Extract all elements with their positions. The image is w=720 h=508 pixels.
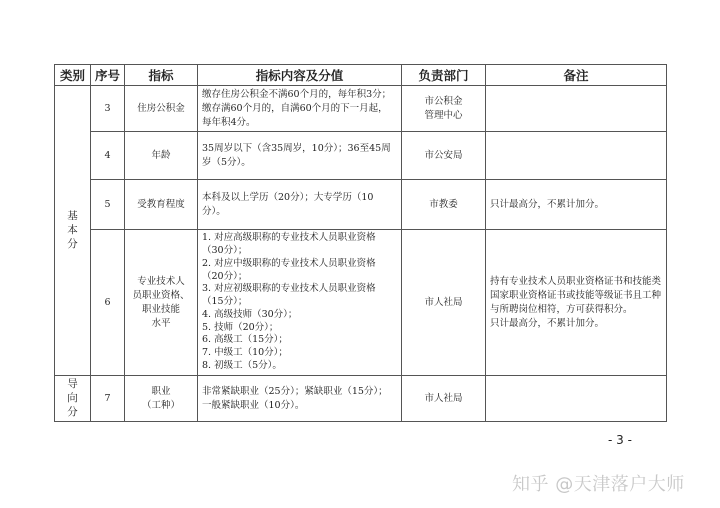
row-department: 市公积金 管理中心 xyxy=(402,86,486,132)
row-indicator: 专业技术人 员职业资格、 职业技能 水平 xyxy=(125,230,198,376)
row-number: 4 xyxy=(91,132,125,180)
page-number: - 3 - xyxy=(608,433,632,447)
row-note: 持有专业技术人员职业资格证书和技能类 国家职业资格证书或技能等级证书且工种 与所聘岗位相符，方可获得积分。 只计最高分，不累计加分。 xyxy=(486,230,667,376)
row-note xyxy=(486,376,667,422)
category-basic-label: 基本分 xyxy=(67,210,78,250)
row-number: 7 xyxy=(91,376,125,422)
category-cell-basic xyxy=(55,86,91,376)
row-content: 1. 对应高级职称的专业技术人员职业资格 （30分）； 2. 对应中级职称的专业技术人员职业资格 （20分）； 3. 对应初级职称的专业技术人员职业资格 （15分）； 4. 高级技师（30分）； 5. 技师（20分）； 6. 高级工（15分）； 7. 中级工（10分）； 8. 初级工（5分）。 xyxy=(198,230,402,376)
table-row xyxy=(55,132,667,180)
table-row xyxy=(55,180,667,230)
table-header-row xyxy=(55,65,667,86)
row-department: 市公安局 xyxy=(402,132,486,180)
row-number: 3 xyxy=(91,86,125,132)
table-row xyxy=(55,230,667,376)
row-indicator: 受教育程度 xyxy=(125,180,198,230)
row-note xyxy=(486,132,667,180)
row-content: 本科及以上学历（20分）；大专学历（10分）。 xyxy=(198,180,402,230)
row-department: 市人社局 xyxy=(402,230,486,376)
row-content: 缴存住房公积金不满60个月的，每年积3分； 缴存满60个月的，自满60个月的下一月起， 每年积4分。 xyxy=(198,86,402,132)
table-row xyxy=(55,86,667,132)
row-department: 市教委 xyxy=(402,180,486,230)
row-note: 只计最高分，不累计加分。 xyxy=(486,180,667,230)
header-indicator: 指标 xyxy=(125,65,198,86)
table-row xyxy=(55,376,667,422)
row-indicator: 住房公积金 xyxy=(125,86,198,132)
indicator-table xyxy=(54,64,667,422)
header-department: 负责部门 xyxy=(402,65,486,86)
category-cell-guide xyxy=(55,376,91,422)
watermark: 知乎 @天津落户大师 xyxy=(512,474,685,495)
row-content: 35周岁以下（含35周岁，10分）；36至45周 岁（5分）。 xyxy=(198,132,402,180)
header-note: 备注 xyxy=(486,65,667,86)
header-category: 类别 xyxy=(55,65,91,86)
row-number: 6 xyxy=(91,230,125,376)
header-content: 指标内容及分值 xyxy=(198,65,402,86)
row-content: 非常紧缺职业（25分）；紧缺职业（15分）； 一般紧缺职业（10分）。 xyxy=(198,376,402,422)
row-department: 市人社局 xyxy=(402,376,486,422)
category-guide-label: 导向分 xyxy=(67,378,78,418)
row-indicator: 年龄 xyxy=(125,132,198,180)
row-indicator: 职业 （工种） xyxy=(125,376,198,422)
row-note xyxy=(486,86,667,132)
row-number: 5 xyxy=(91,180,125,230)
header-number: 序号 xyxy=(91,65,125,86)
